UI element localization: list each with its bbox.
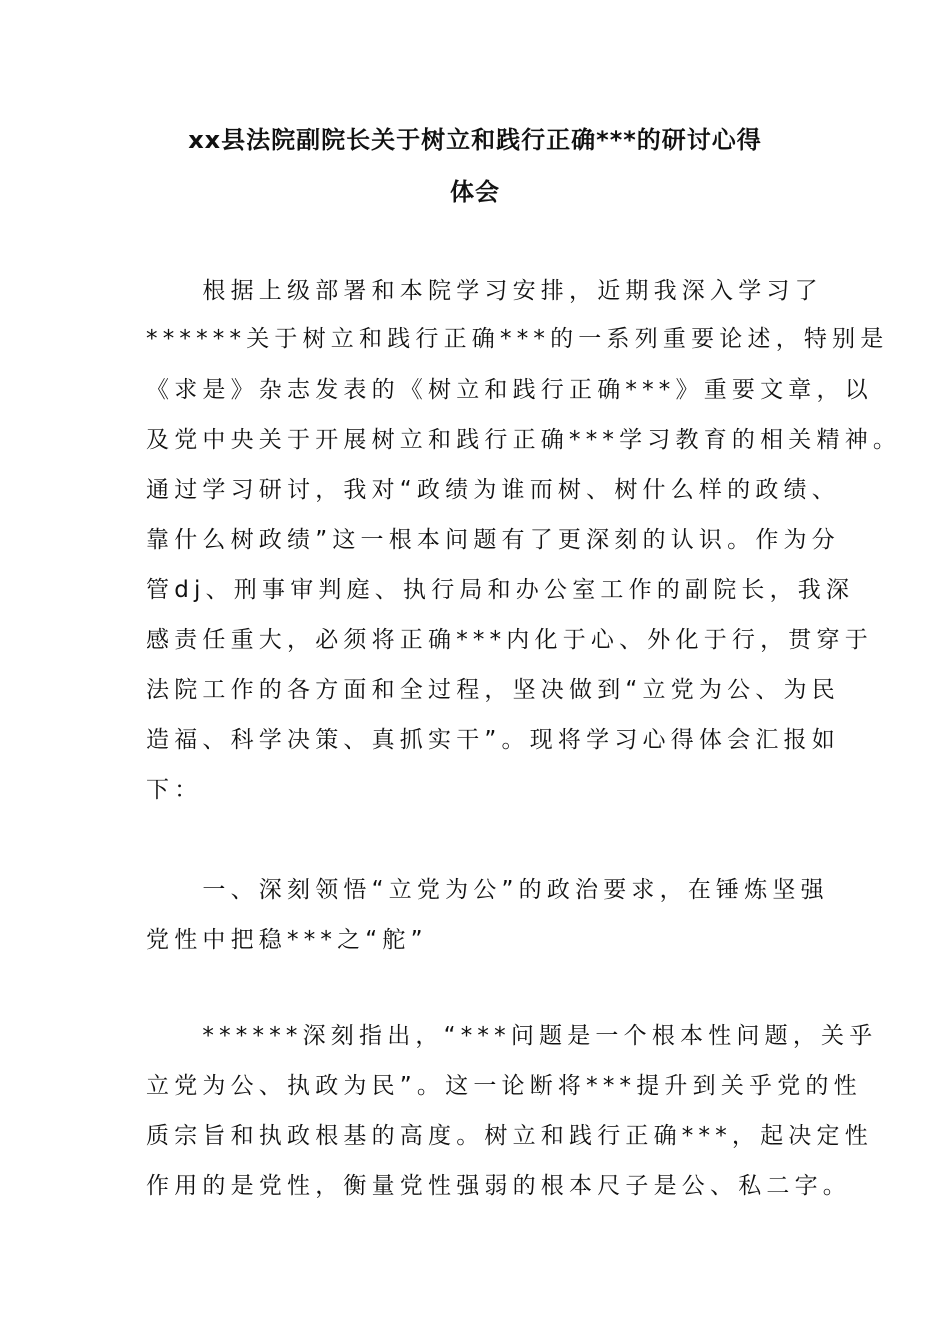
paragraph-line: 造福、科学决策、真抓实干”。现将学习心得体会汇报如 xyxy=(146,727,840,753)
paragraph-line: 立党为公、执政为民”。这一论断将***提升到关乎党的性 xyxy=(146,1073,862,1099)
paragraph-line: 《求是》杂志发表的《树立和践行正确***》重要文章，以 xyxy=(146,377,873,403)
paragraph-line: 质宗旨和执政根基的高度。树立和践行正确***，起决定性 xyxy=(146,1123,873,1149)
paragraph-line: 靠什么树政绩”这一根本问题有了更深刻的认识。作为分 xyxy=(146,527,840,553)
paragraph-line: ******深刻指出，“***问题是一个根本性问题，关乎 xyxy=(146,1023,878,1049)
paragraph-line: 作用的是党性，衡量党性强弱的根本尺子是公、私二字。 xyxy=(146,1173,851,1199)
document-title-line-1: xx县法院副院长关于树立和践行正确***的研讨心得 xyxy=(188,126,762,154)
paragraph-line: 及党中央关于开展树立和践行正确***学习教育的相关精神。 xyxy=(146,427,902,453)
paragraph-line: ******关于树立和践行正确***的一系列重要论述，特别是 xyxy=(146,326,889,352)
paragraph-line: 根据上级部署和本院学习安排，近期我深入学习了 xyxy=(146,278,823,304)
paragraph-line: 管dj、刑事审判庭、执行局和办公室工作的副院长，我深 xyxy=(146,577,855,603)
paragraph-line: 法院工作的各方面和全过程，坚决做到“立党为公、为民 xyxy=(146,677,840,703)
document-title-line-2: 体会 xyxy=(450,178,500,206)
paragraph-line: 通过学习研讨，我对“政绩为谁而树、树什么样的政绩、 xyxy=(146,477,840,503)
heading-line: 党性中把稳***之“舵” xyxy=(146,927,428,953)
paragraph-line: 感责任重大，必须将正确***内化于心、外化于行，贯穿于 xyxy=(146,627,873,653)
heading-line: 一、深刻领悟“立党为公”的政治要求，在锤炼坚强 xyxy=(146,877,829,903)
paragraph-line: 下： xyxy=(146,777,203,803)
